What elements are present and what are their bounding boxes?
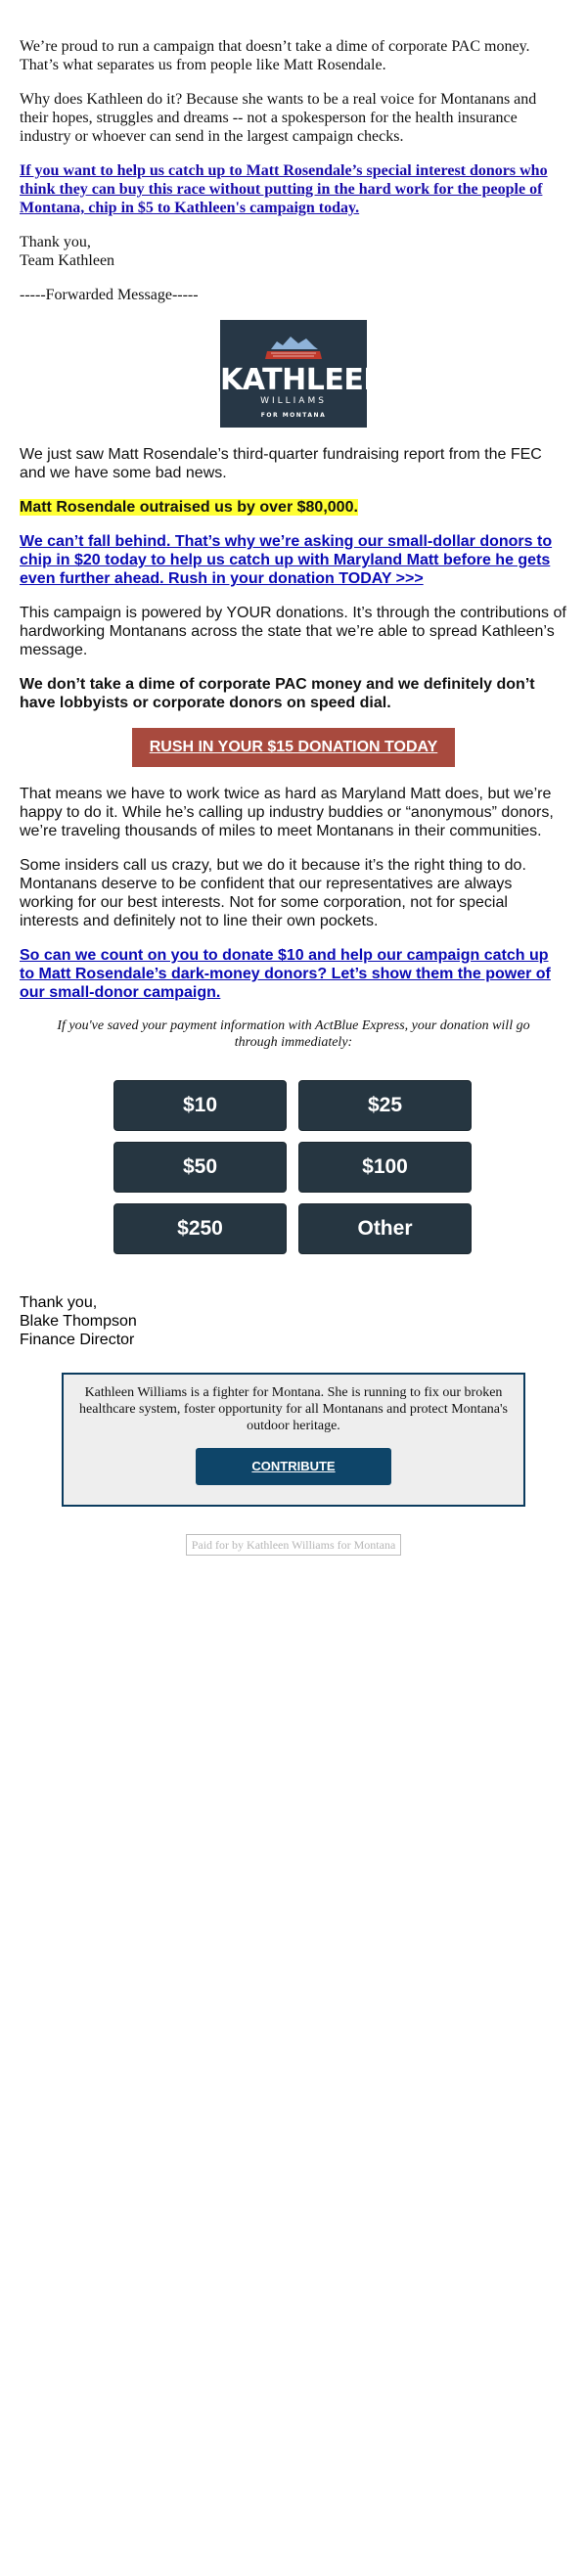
kathleen-williams-logo bbox=[220, 320, 387, 428]
body-paragraph-4: Some insiders call us crazy, but we do it because it’s the right thing to do. Montanans deserve to be confident that our representatives are always working for our best interests. Not for some corporation, not for special interests and definitely not to line their own pockets. bbox=[20, 857, 526, 929]
signature-title: Finance Director bbox=[20, 1332, 135, 1348]
intro-team-signature: Team Kathleen bbox=[20, 252, 115, 269]
body-paragraph-2: This campaign is powered by YOUR donations. It’s through the contributions of hardworking Montanans across the state that we’re able to spread Kathleen’s message. bbox=[20, 605, 566, 658]
donate-25-button[interactable]: $25 bbox=[298, 1080, 472, 1131]
logo-tagline: FOR MONTANA bbox=[260, 412, 327, 419]
chip-in-5-link[interactable]: If you want to help us catch up to Matt Rosendale’s special interest donors who think they can buy this race without putting in the hard work for the people of Montana, chip in $5 to Kathleen's campaign today. bbox=[20, 162, 548, 216]
signature-name: Blake Thompson bbox=[20, 1313, 137, 1330]
logo-surname: WILLIAMS bbox=[260, 396, 327, 406]
intro-paragraph-1: We’re proud to run a campaign that doesn’t take a dime of corporate PAC money. That’s what separates us from people like Matt Rosendale. bbox=[20, 38, 530, 73]
closing-signature bbox=[20, 1293, 567, 1349]
body-bold-statement: We don’t take a dime of corporate PAC money and we definitely don’t have lobbyists or corporate donors on speed dial. bbox=[20, 676, 535, 711]
paid-for-disclaimer: Paid for by Kathleen Williams for Montana bbox=[186, 1534, 401, 1556]
contribute-button[interactable]: CONTRIBUTE bbox=[196, 1448, 391, 1485]
donate-50-button[interactable]: $50 bbox=[113, 1142, 287, 1193]
highlight-outraised: Matt Rosendale outraised us by over $80,000. bbox=[20, 499, 358, 516]
chip-in-20-link[interactable]: We can’t fall behind. That’s why we’re asking our small-dollar donors to chip in $20 today to help us catch up with Maryland Matt before he gets even further ahead. Rush in your donation TODAY >>> bbox=[20, 533, 553, 587]
body-paragraph-1: We just saw Matt Rosendale’s third-quarter fundraising report from the FEC and we have some bad news. bbox=[20, 446, 542, 481]
intro-thanks: Thank you, bbox=[20, 234, 91, 250]
logo-name: KATHLEEN bbox=[220, 363, 387, 397]
body-paragraph-3: That means we have to work twice as hard as Maryland Matt does, but we’re happy to do it. While he’s calling up industry buddies or “anonymous” donors, we’re traveling thousands of miles to meet Montanans in their communities. bbox=[20, 786, 554, 839]
donate-100-button[interactable]: $100 bbox=[298, 1142, 472, 1193]
donate-other-button[interactable]: Other bbox=[298, 1203, 472, 1254]
montana-mountain-icon bbox=[220, 320, 367, 363]
donate-10-button[interactable]: $10 bbox=[113, 1080, 287, 1131]
intro-paragraph-2: Why does Kathleen do it? Because she wants to be a real voice for Montanans and their hopes, struggles and dreams -- not a spokesperson for the health insurance industry or whoever can send in the largest campaign checks. bbox=[20, 91, 537, 145]
donation-amount-grid bbox=[113, 1080, 474, 1254]
donate-250-button[interactable]: $250 bbox=[113, 1203, 287, 1254]
footer-description: Kathleen Williams is a fighter for Montana. She is running to fix our broken healthcare system, foster opportunity for all Montanans and protect Montana's outdoor heritage. bbox=[79, 1385, 508, 1433]
actblue-express-note: If you've saved your payment information with ActBlue Express, your donation will go through immediately: bbox=[57, 1018, 530, 1050]
footer-contribute-box bbox=[62, 1373, 525, 1507]
donate-10-link[interactable]: So can we count on you to donate $10 and help our campaign catch up to Matt Rosendale’s dark-money donors? Let’s show them the power of our small-donor campaign. bbox=[20, 947, 551, 1001]
rush-donation-button[interactable]: RUSH IN YOUR $15 DONATION TODAY bbox=[132, 728, 455, 767]
forwarded-message-divider: -----Forwarded Message----- bbox=[20, 287, 199, 303]
signature-thanks: Thank you, bbox=[20, 1294, 98, 1311]
